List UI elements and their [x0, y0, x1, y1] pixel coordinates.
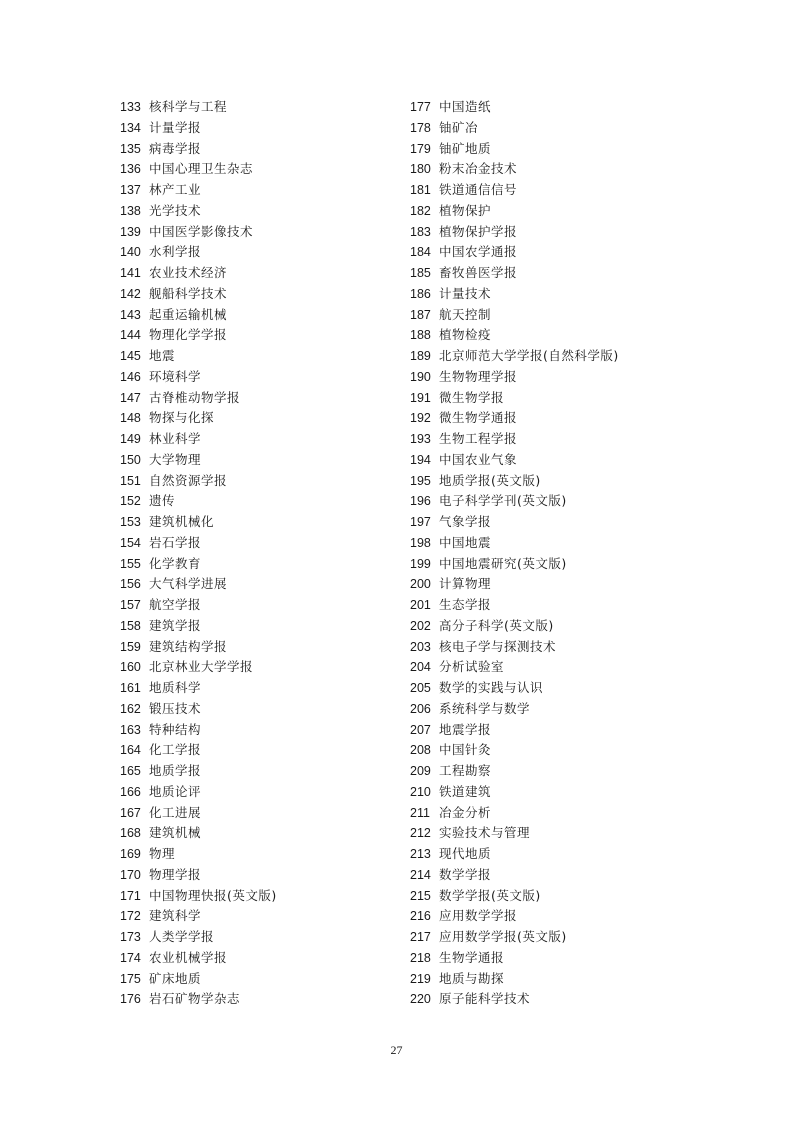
item-number: 172 [120, 909, 141, 924]
item-number: 136 [120, 162, 141, 177]
journal-title: 铀矿冶 [439, 119, 479, 135]
journal-title: 工程勘察 [439, 763, 492, 778]
item-number: 220 [410, 992, 431, 1007]
journal-title: 计量学报 [149, 119, 202, 135]
journal-title: 建筑机械 [149, 825, 202, 841]
item-number: 153 [120, 515, 141, 529]
list-item [120, 450, 420, 471]
left-journal-list [120, 97, 420, 1010]
journal-title: 应用数学学报(英文版) [439, 929, 567, 944]
journal-title: 中国心理卫生杂志 [149, 161, 254, 177]
list-item [410, 139, 710, 160]
list-item [410, 989, 710, 1010]
journal-title: 应用数学学报 [439, 908, 518, 924]
journal-title: 岩石学报 [149, 534, 202, 550]
journal-title: 电子科学学刊(英文版) [439, 493, 567, 509]
item-number: 154 [120, 535, 141, 550]
item-number: 197 [410, 515, 431, 529]
list-item [410, 97, 710, 118]
list-item [410, 595, 710, 616]
item-number: 188 [410, 328, 431, 343]
journal-title: 中国地震 [439, 534, 492, 550]
item-number: 149 [120, 432, 141, 446]
list-item [120, 367, 420, 388]
item-number: 192 [410, 411, 431, 426]
list-item [410, 263, 710, 284]
item-number: 190 [410, 369, 431, 384]
item-number: 203 [410, 639, 431, 654]
item-number: 189 [410, 349, 431, 363]
journal-title: 原子能科学技术 [439, 991, 531, 1007]
journal-title: 大气科学进展 [149, 576, 228, 592]
item-number: 209 [410, 764, 431, 778]
journal-title: 遗传 [149, 493, 176, 509]
item-number: 199 [410, 556, 431, 571]
list-item [410, 574, 710, 595]
list-item [120, 429, 420, 450]
item-number: 160 [120, 660, 141, 675]
item-number: 135 [120, 141, 141, 156]
journal-title: 数学学报 [439, 866, 492, 882]
list-item [120, 388, 420, 409]
list-item [120, 865, 420, 886]
list-item [410, 886, 710, 907]
journal-title: 地震学报 [439, 721, 492, 737]
journal-title: 中国农学通报 [439, 244, 518, 260]
journal-title: 生物物理学报 [439, 368, 518, 384]
journal-title: 分析试验室 [439, 659, 505, 675]
list-item [410, 408, 710, 429]
list-item [120, 512, 420, 533]
journal-title: 生态学报 [439, 597, 492, 612]
item-number: 219 [410, 971, 431, 986]
item-number: 216 [410, 909, 431, 924]
list-item [410, 512, 710, 533]
item-number: 207 [410, 722, 431, 737]
item-number: 175 [120, 971, 141, 986]
list-item [120, 657, 420, 678]
item-number: 182 [410, 203, 431, 218]
journal-title: 建筑科学 [149, 908, 202, 924]
journal-title: 矿床地质 [149, 970, 202, 986]
journal-title: 数学学报(英文版) [439, 887, 541, 903]
list-item [120, 823, 420, 844]
list-item [410, 616, 710, 637]
item-number: 206 [410, 701, 431, 716]
list-item [120, 782, 420, 803]
list-item [120, 346, 420, 367]
journal-title: 生物学通报 [439, 949, 505, 965]
item-number: 177 [410, 100, 431, 114]
list-item [120, 989, 420, 1010]
journal-title: 水利学报 [149, 244, 202, 260]
item-number: 146 [120, 369, 141, 384]
journal-title: 航空学报 [149, 597, 202, 612]
item-number: 148 [120, 411, 141, 426]
item-number: 195 [410, 473, 431, 488]
journal-title: 粉末冶金技术 [439, 161, 518, 177]
list-item [410, 699, 710, 720]
list-item [120, 720, 420, 741]
list-item [410, 927, 710, 948]
right-journal-list [410, 97, 710, 1010]
item-number: 152 [120, 494, 141, 509]
journal-title: 实验技术与管理 [439, 825, 531, 841]
item-number: 176 [120, 992, 141, 1007]
journal-title: 植物保护学报 [439, 223, 518, 239]
list-item [120, 284, 420, 305]
item-number: 147 [120, 390, 141, 405]
journal-title: 物理学报 [149, 866, 202, 882]
item-number: 218 [410, 950, 431, 965]
list-item [120, 408, 420, 429]
journal-title: 锻压技术 [149, 700, 202, 716]
journal-title: 化工进展 [149, 804, 202, 820]
item-number: 178 [410, 120, 431, 135]
item-number: 211 [410, 805, 430, 820]
journal-title: 建筑机械化 [149, 514, 215, 529]
list-item [120, 678, 420, 699]
journal-title: 北京林业大学学报 [149, 659, 254, 675]
item-number: 179 [410, 141, 431, 156]
list-item [410, 284, 710, 305]
item-number: 137 [120, 183, 141, 197]
list-item [410, 740, 710, 761]
item-number: 194 [410, 452, 431, 467]
list-item [120, 139, 420, 160]
list-item [120, 533, 420, 554]
list-item [410, 720, 710, 741]
item-number: 155 [120, 556, 141, 571]
page-number: 27 [390, 1043, 403, 1057]
item-number: 161 [120, 681, 141, 695]
journal-title: 物探与化探 [149, 410, 215, 426]
item-number: 144 [120, 328, 141, 343]
item-number: 184 [410, 245, 431, 260]
item-number: 169 [120, 847, 141, 861]
item-number: 138 [120, 203, 141, 218]
list-item [410, 222, 710, 243]
journal-title: 生物工程学报 [439, 431, 518, 446]
journal-title: 特种结构 [149, 721, 202, 737]
list-item [120, 222, 420, 243]
item-number: 163 [120, 722, 141, 737]
journal-title: 光学技术 [149, 202, 202, 218]
list-item [120, 242, 420, 263]
item-number: 202 [410, 618, 431, 633]
journal-title: 航天控制 [439, 306, 492, 322]
list-item [120, 948, 420, 969]
journal-title: 计量技术 [439, 285, 492, 301]
item-number: 210 [410, 784, 431, 799]
journal-title: 核电子学与探测技术 [439, 638, 557, 654]
item-number: 200 [410, 577, 431, 592]
list-item [120, 574, 420, 595]
item-number: 212 [410, 826, 431, 841]
journal-title: 物理化学学报 [149, 327, 228, 343]
journal-title: 舰船科学技术 [149, 285, 228, 301]
item-number: 185 [410, 266, 431, 280]
item-number: 142 [120, 286, 141, 301]
journal-title: 化工学报 [149, 742, 202, 758]
list-item [120, 97, 420, 118]
journal-title: 核科学与工程 [149, 99, 228, 114]
journal-title: 数学的实践与认识 [439, 680, 544, 695]
list-item [120, 263, 420, 284]
item-number: 170 [120, 867, 141, 882]
item-number: 183 [410, 224, 431, 239]
list-item [410, 678, 710, 699]
item-number: 167 [120, 805, 141, 820]
list-item [120, 595, 420, 616]
journal-title: 病毒学报 [149, 140, 202, 156]
list-item [410, 803, 710, 824]
item-number: 159 [120, 639, 141, 654]
item-number: 205 [410, 681, 431, 695]
journal-title: 物理 [149, 846, 176, 861]
journal-title: 林产工业 [149, 182, 202, 197]
journal-title: 中国造纸 [439, 99, 492, 114]
item-number: 139 [120, 224, 141, 239]
list-item [410, 367, 710, 388]
journal-title: 气象学报 [439, 514, 492, 529]
item-number: 181 [410, 183, 431, 197]
list-item [120, 969, 420, 990]
item-number: 193 [410, 432, 431, 446]
list-item [410, 637, 710, 658]
list-item [120, 554, 420, 575]
journal-title: 系统科学与数学 [439, 700, 531, 716]
journal-title: 高分子科学(英文版) [439, 617, 554, 633]
list-item [410, 159, 710, 180]
item-number: 156 [120, 577, 141, 592]
journal-title: 地震 [149, 348, 176, 363]
list-item [120, 761, 420, 782]
item-number: 140 [120, 245, 141, 260]
journal-title: 植物检疫 [439, 327, 492, 343]
list-item [120, 118, 420, 139]
journal-title: 冶金分析 [439, 804, 492, 820]
list-item [120, 740, 420, 761]
journal-title: 大学物理 [149, 451, 202, 467]
item-number: 165 [120, 764, 141, 778]
item-number: 214 [410, 867, 431, 882]
list-item [410, 948, 710, 969]
item-number: 151 [120, 473, 141, 488]
journal-title: 中国农业气象 [439, 451, 518, 467]
item-number: 213 [410, 847, 431, 861]
item-number: 143 [120, 307, 141, 322]
list-item [120, 844, 420, 865]
list-item [120, 699, 420, 720]
journal-title: 建筑学报 [149, 617, 202, 633]
journal-title: 地质学报(英文版) [439, 472, 541, 488]
journal-title: 林业科学 [149, 431, 202, 446]
list-item [120, 471, 420, 492]
item-number: 158 [120, 618, 141, 633]
journal-title: 中国地震研究(英文版) [439, 555, 567, 571]
item-number: 196 [410, 494, 431, 509]
journal-title: 环境科学 [149, 368, 202, 384]
item-number: 186 [410, 286, 431, 301]
journal-title: 微生物学通报 [439, 410, 518, 426]
list-item [410, 533, 710, 554]
list-item [410, 865, 710, 886]
item-number: 164 [120, 743, 141, 758]
list-item [120, 906, 420, 927]
item-number: 145 [120, 349, 141, 363]
journal-title: 铁道通信信号 [439, 182, 518, 197]
journal-title: 化学教育 [149, 555, 202, 571]
journal-title: 地质与勘探 [439, 970, 505, 986]
journal-title: 计算物理 [439, 576, 492, 592]
list-item [120, 491, 420, 512]
item-number: 191 [410, 390, 431, 405]
item-number: 133 [120, 100, 141, 114]
list-item [410, 969, 710, 990]
list-item [120, 180, 420, 201]
item-number: 217 [410, 930, 431, 944]
list-item [120, 159, 420, 180]
journal-title: 人类学学报 [149, 929, 215, 944]
journal-title: 中国物理快报(英文版) [149, 887, 277, 903]
item-number: 157 [120, 598, 141, 612]
journal-title: 岩石矿物学杂志 [149, 991, 241, 1007]
journal-title: 地质论评 [149, 783, 202, 799]
item-number: 150 [120, 452, 141, 467]
list-item [120, 803, 420, 824]
list-item [410, 450, 710, 471]
journal-title: 建筑结构学报 [149, 638, 228, 654]
list-item [120, 616, 420, 637]
item-number: 141 [120, 266, 141, 280]
journal-title: 农业机械学报 [149, 949, 228, 965]
list-item [410, 782, 710, 803]
journal-title: 起重运输机械 [149, 306, 228, 322]
list-item [120, 886, 420, 907]
item-number: 174 [120, 950, 141, 965]
journal-title: 现代地质 [439, 846, 492, 861]
journal-title: 微生物学报 [439, 389, 505, 405]
list-item [120, 637, 420, 658]
journal-title: 自然资源学报 [149, 472, 228, 488]
item-number: 215 [410, 888, 431, 903]
journal-title: 北京师范大学学报(自然科学版) [439, 348, 619, 363]
item-number: 204 [410, 660, 431, 675]
list-item [410, 429, 710, 450]
item-number: 198 [410, 535, 431, 550]
journal-title: 地质学报 [149, 763, 202, 778]
list-item [410, 180, 710, 201]
list-item [410, 554, 710, 575]
list-item [410, 346, 710, 367]
list-item [410, 823, 710, 844]
journal-title: 古脊椎动物学报 [149, 389, 241, 405]
item-number: 162 [120, 701, 141, 716]
list-item [410, 388, 710, 409]
item-number: 134 [120, 120, 141, 135]
item-number: 173 [120, 930, 141, 944]
list-item [120, 305, 420, 326]
journal-title: 铁道建筑 [439, 783, 492, 799]
journal-title: 植物保护 [439, 202, 492, 218]
journal-title: 农业技术经济 [149, 265, 228, 280]
list-item [410, 906, 710, 927]
journal-title: 铀矿地质 [439, 140, 492, 156]
list-item [410, 844, 710, 865]
item-number: 180 [410, 162, 431, 177]
item-number: 187 [410, 307, 431, 322]
item-number: 168 [120, 826, 141, 841]
list-item [120, 201, 420, 222]
list-item [410, 118, 710, 139]
item-number: 171 [120, 888, 141, 903]
item-number: 208 [410, 743, 431, 758]
list-item [410, 242, 710, 263]
list-item [120, 927, 420, 948]
list-item [410, 471, 710, 492]
list-item [410, 491, 710, 512]
item-number: 201 [410, 598, 431, 612]
list-item [410, 305, 710, 326]
journal-title: 畜牧兽医学报 [439, 265, 518, 280]
list-item [120, 325, 420, 346]
list-item [410, 325, 710, 346]
item-number: 166 [120, 784, 141, 799]
journal-title: 中国医学影像技术 [149, 223, 254, 239]
journal-title: 地质科学 [149, 680, 202, 695]
list-item [410, 201, 710, 222]
list-item [410, 761, 710, 782]
list-item [410, 657, 710, 678]
journal-title: 中国针灸 [439, 742, 492, 758]
